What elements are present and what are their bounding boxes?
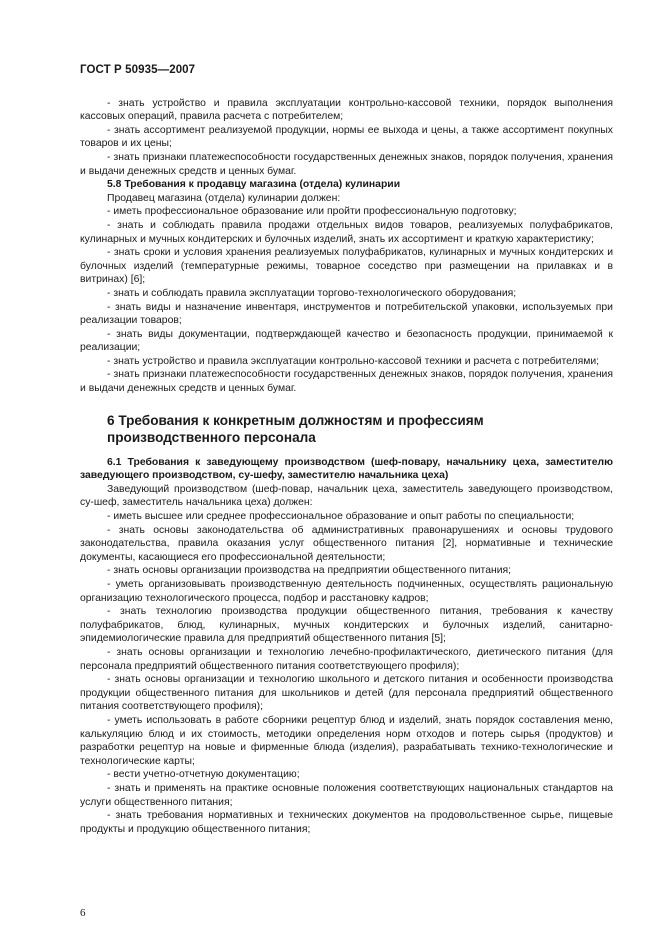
paragraph: - уметь организовывать производственную деятельность подчиненных, осуществлять рациональную организацию технологического процесса, подбор и расстановку кадров;	[80, 579, 613, 604]
paragraph: Заведующий производством (шеф-повар, начальник цеха, заместитель заведующего производством, су-шеф, заместитель начальника цеха) должен:	[80, 483, 613, 509]
paragraph: - знать и применять на практике основные положения соответствующих национальных стандартов на услуги общественного питания;	[80, 782, 613, 808]
paragraph: - знать виды и назначение инвентаря, инструментов и потребительской упаковки, используемых при реализации товаров;	[80, 301, 613, 327]
paragraph: - знать признаки платежеспособности государственных денежных знаков, порядок получения, хранения и выдачи денежных средств и ценных бумаг.	[80, 369, 613, 395]
subsection-heading: 5.8 Требования к продавцу магазина (отдела) кулинарии	[107, 179, 401, 191]
document-body	[80, 97, 613, 837]
paragraph: - знать виды документации, подтверждающей качество и безопасность продукции, принимаемой к реализации;	[80, 328, 613, 354]
paragraph: - вести учетно-отчетную документацию;	[107, 769, 300, 781]
paragraph: - уметь использовать в работе сборники рецептур блюд и изделий, знать порядок составления меню, калькуляцию блюд и их стоимость, методики определения норм отходов и потерь сырья (продуктов) и разработки рецептур на новые и фирменные блюда (изделия), разрабатывать технико-технологические и технологические карты;	[80, 714, 613, 767]
subsection-heading: 6.1 Требования к заведующему производством (шеф-повару, начальнику цеха, заместителю заведующего производством, су-шефу, заместителю начальника цеха)	[80, 456, 613, 482]
paragraph: - знать требования нормативных и технических документов на продовольственное сырье, пищевые продукты и продукцию общественного питания;	[80, 810, 613, 835]
paragraph: - знать сроки и условия хранения реализуемых полуфабрикатов, кулинарных и мучных кондитерских и булочных изделий (температурные режимы, товарное соседство при размещении на прилавках и в витринах) [6];	[80, 247, 613, 286]
paragraph: - знать основы законодательства об административных правонарушениях и основы трудового законодательства, правила оказания услуг общественного питания [2], нормативные и технические документы, касающиеся его профессиональной деятельности;	[80, 524, 613, 563]
paragraph: - иметь высшее или среднее профессиональное образование и опыт работы по специальности;	[107, 511, 575, 523]
paragraph: - иметь профессиональное образование или пройти профессиональную подготовку;	[107, 206, 517, 218]
paragraph: - знать и соблюдать правила продажи отдельных видов товаров, реализуемых полуфабрикатов, кулинарных и мучных кондитерских и булочных изделий, знать их ассортимент и краткую характеристику;	[80, 219, 613, 245]
paragraph: - знать технологию производства продукции общественного питания, требования к качеству полуфабрикатов, блюд, кулинарных, мучных кондитерских и булочных изделий, санитарно-эпидемиологические правила для предприятий общественного питания [5];	[80, 606, 613, 645]
paragraph: Продавец магазина (отдела) кулинарии должен:	[107, 192, 341, 204]
paragraph: - знать основы организации производства на предприятии общественного питания;	[107, 565, 512, 577]
paragraph: - знать устройство и правила эксплуатации контрольно-кассовой техники и расчета с потребителями;	[107, 355, 600, 367]
paragraph: - знать основы организации и технологию школьного и детского питания и особенности производства продукции общественного питания для школьников и детей (для персонала предприятий общественного питания соответствующего профиля);	[80, 674, 613, 713]
paragraph: - знать ассортимент реализуемой продукции, нормы ее выхода и цены, а также ассортимент покупных товаров и их цены;	[80, 124, 613, 150]
paragraph: - знать основы организации и технологию лечебно-профилактического, диетического питания (для персонала предприятий общественного питания соответствующего профиля);	[80, 646, 613, 672]
paragraph: - знать устройство и правила эксплуатации контрольно-кассовой техники, порядок выполнения кассовых операций, правила расчета с потребителем;	[80, 97, 613, 123]
paragraph: - знать и соблюдать правила эксплуатации торгово-технологического оборудования;	[107, 287, 517, 299]
page-number: 6	[80, 907, 86, 919]
paragraph: - знать признаки платежеспособности государственных денежных знаков, порядок получения, хранения и выдачи денежных средств и ценных бумаг.	[80, 151, 613, 177]
section-heading: 6 Требования к конкретным должностям и профессиям производственного персонала	[107, 412, 484, 445]
document-header: ГОСТ Р 50935—2007	[80, 64, 196, 76]
